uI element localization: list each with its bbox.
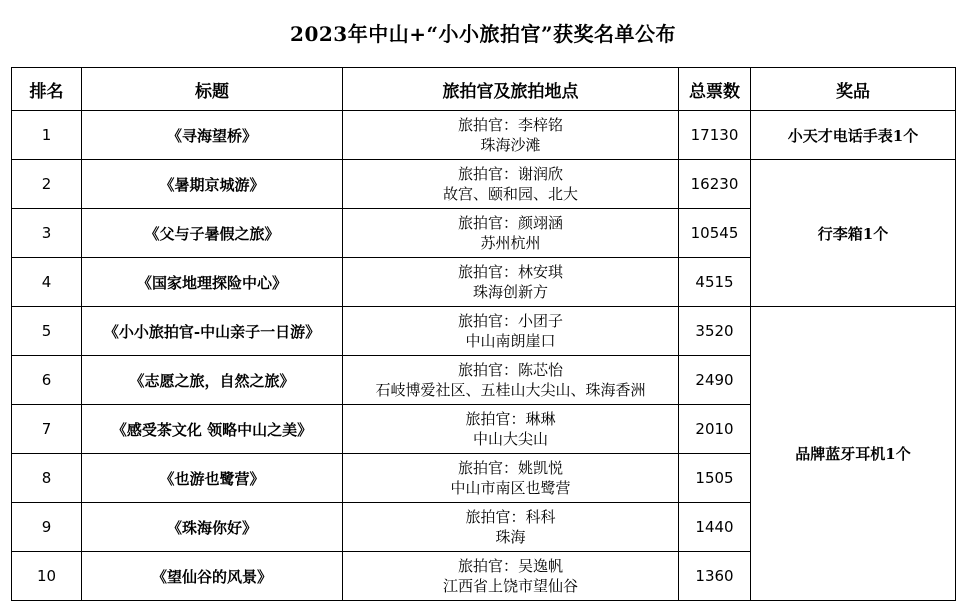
photographer-name: 旅拍官：姚凯悦 [457,459,563,477]
votes-cell: 3520 [679,307,751,356]
photographer-location-cell [343,258,679,307]
photographer-location-cell [343,503,679,552]
prize-cell-first: 小天才电话手表1个 [751,111,956,160]
rank-cell: 10 [12,552,82,601]
photographer-location-cell [343,454,679,503]
header-rank: 排名 [12,68,82,111]
photographer-name: 旅拍官：颜翊涵 [457,214,563,232]
table-row [12,307,956,356]
rank-cell: 5 [12,307,82,356]
photographer-name: 旅拍官：李梓铭 [457,116,563,134]
header-votes: 总票数 [679,68,751,111]
photographer-name: 旅拍官：吴逸帆 [457,557,563,575]
title-cell: 《父与子暑假之旅》 [82,209,343,258]
photographer-name: 旅拍官：陈芯怡 [457,361,563,379]
title-cell: 《望仙谷的风景》 [82,552,343,601]
header-photographer-location: 旅拍官及旅拍地点 [343,68,679,111]
shoot-location: 石岐博爱社区、五桂山大尖山、珠海香洲 [375,381,646,399]
votes-cell: 2010 [679,405,751,454]
rank-cell: 7 [12,405,82,454]
photographer-location-cell [343,307,679,356]
rank-cell: 4 [12,258,82,307]
votes-cell: 17130 [679,111,751,160]
photographer-location-cell [343,160,679,209]
table-row [12,160,956,209]
photographer-location-cell [343,405,679,454]
rank-cell: 3 [12,209,82,258]
rank-cell: 9 [12,503,82,552]
shoot-location: 中山南朗崖口 [465,332,556,350]
photographer-name: 旅拍官：琳琳 [465,410,556,428]
photographer-name: 旅拍官：林安琪 [457,263,563,281]
rank-cell: 2 [12,160,82,209]
shoot-location: 中山大尖山 [472,430,548,448]
votes-cell: 16230 [679,160,751,209]
prize-cell-third: 品牌蓝牙耳机1个 [751,307,956,601]
table-row [12,111,956,160]
votes-cell: 1360 [679,552,751,601]
photographer-location-cell [343,209,679,258]
votes-cell: 1505 [679,454,751,503]
page-title: 2023年中山+“小小旅拍官”获奖名单公布 [290,22,676,46]
shoot-location: 江西省上饶市望仙谷 [442,577,578,595]
header-prize: 奖品 [751,68,956,111]
shoot-location: 珠海创新方 [472,283,548,301]
prize-cell-second: 行李箱1个 [751,160,956,307]
votes-cell: 10545 [679,209,751,258]
photographer-name: 旅拍官：谢润欣 [457,165,563,183]
shoot-location: 故宫、颐和园、北大 [442,185,578,203]
awards-table [11,67,956,601]
shoot-location: 苏州杭州 [480,234,541,252]
title-cell: 《国家地理探险中心》 [82,258,343,307]
header-title: 标题 [82,68,343,111]
rank-cell: 1 [12,111,82,160]
title-cell: 《寻海望桥》 [82,111,343,160]
title-cell: 《暑期京城游》 [82,160,343,209]
title-cell: 《也游也鹭营》 [82,454,343,503]
votes-cell: 1440 [679,503,751,552]
votes-cell: 2490 [679,356,751,405]
title-cell: 《感受茶文化 领略中山之美》 [82,405,343,454]
title-cell: 《珠海你好》 [82,503,343,552]
photographer-name: 旅拍官：小团子 [457,312,563,330]
shoot-location: 珠海沙滩 [480,136,541,154]
table-header-row [12,68,956,111]
photographer-location-cell [343,111,679,160]
photographer-location-cell [343,552,679,601]
rank-cell: 8 [12,454,82,503]
shoot-location: 珠海 [495,528,526,546]
title-cell: 《志愿之旅，自然之旅》 [82,356,343,405]
rank-cell: 6 [12,356,82,405]
photographer-name: 旅拍官：科科 [465,508,556,526]
votes-cell: 4515 [679,258,751,307]
shoot-location: 中山市南区也鹭营 [450,479,571,497]
title-cell: 《小小旅拍官-中山亲子一日游》 [82,307,343,356]
photographer-location-cell [343,356,679,405]
